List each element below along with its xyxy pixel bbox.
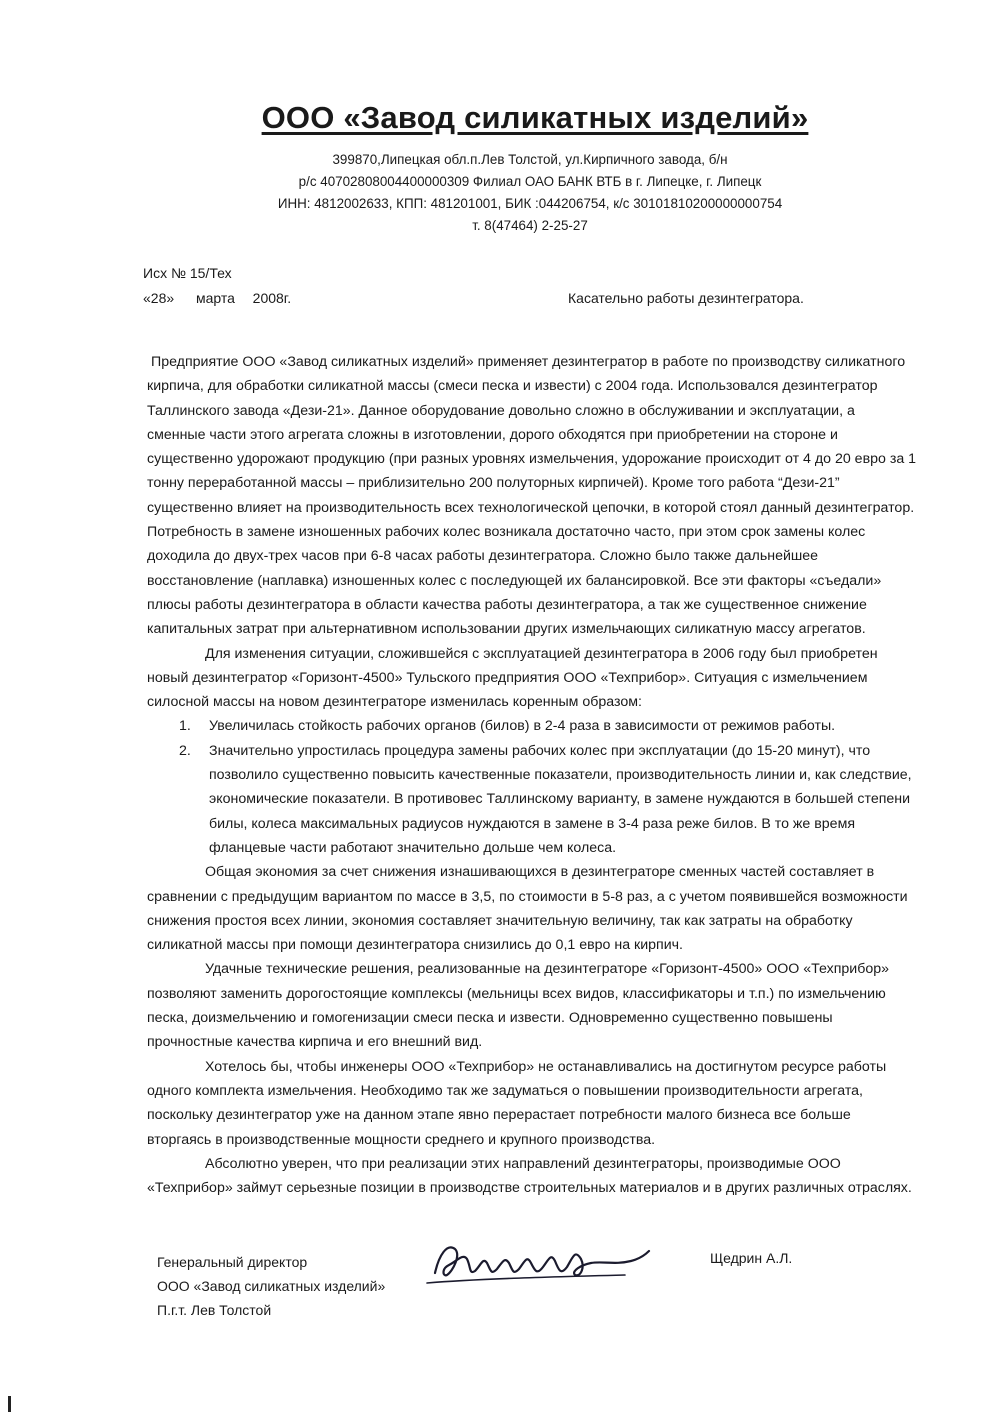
paragraph-2: Для изменения ситуации, сложившейся с эксплуатацией дезинтегратора в 2006 году был приобретен новый дезинтегратор «Горизонт-4500» Тульского предприятия ООО «Техприбор». Ситуация с измельчением силосной массы на новом дезинтеграторе изменилась коренным образом: <box>147 645 878 711</box>
paragraph-1: Предприятие ООО «Завод силикатных изделий» применяет дезинтегратор в работе по производству силикатного кирпича, для обработки силикатной массы (смеси песка и извести) с 2004 года. Использовался дезинтегратор Таллинского завода «Дези-21». Данное оборудование довольно сложно в обслуживании и эксплуатации, а сменные части этого агрегата сложны в изготовлении, дорого обходятся при приобретении на стороне и существенно удорожают продукцию (при разных уровнях измельчения, удорожание происходит от 4 до 20 евро за 1 тонну переработанной массы – приблизительно 200 полуторных кирпичей). Кроме того работа “Дези-21” существенно влияет на производительность всех технологической цепочки, в которой стоял данный дезинтегратор. Потребность в замене изношенных рабочих колес возникала достаточно часто, при этом срок замены колес доходила до двух-трех часов при 6-8 часах работы дезинтегратора. Сложно было также дальнейшее восстановление (наплавка) изношенных колес с последующей их балансировкой. Все эти факторы «съедали» плюсы работы дезинтегратора в области качества работы дезинтегратора, а так же существенное снижение капитальных затрат при альтернативном использовании других измельчающих силикатную массу агрегатов. <box>147 354 917 638</box>
date-day: «28» <box>143 290 175 306</box>
letter-date <box>143 290 291 306</box>
list-item <box>147 739 917 860</box>
company-phone: т. 8(47464) 2-25-27 <box>472 218 588 233</box>
paragraph-5: Хотелось бы, чтобы инженеры ООО «Техприбор» не останавливались на достигнутом ресурсе работы одного комплекта измельчения. Необходимо так же задуматься о повышении производительности агрегата, поскольку дезинтегратор уже на данном этапе явно перерастает потребности малого бизнеса все больше вторгаясь в производственные мощности среднего и крупного производства. <box>147 1058 887 1148</box>
date-month: марта <box>195 290 235 306</box>
company-bank: р/с 40702808004400000309 Филиал ОАО БАНК ВТБ в г. Липецке, г. Липецк <box>298 174 762 189</box>
improvements-list <box>147 714 917 860</box>
company-title: ООО «Завод силикатных изделий» <box>261 100 809 135</box>
company-address: 399870,Липецкая обл.п.Лев Толстой, ул.Кирпичного завода, б/н <box>332 152 728 167</box>
list-item <box>147 714 917 738</box>
signatory-block <box>157 1250 385 1322</box>
signatory-org: ООО «Завод силикатных изделий» <box>157 1278 386 1294</box>
letter-body <box>147 350 917 1200</box>
list-item-number: 2. <box>179 742 191 759</box>
scan-edge-mark <box>8 1396 11 1412</box>
paragraph-6: Абсолютно уверен, что при реализации этих направлений дезинтеграторы, производимые ООО «Техприбор» займут серьезные позиции в производстве строительных материалов и в других различных отраслях. <box>147 1155 912 1197</box>
date-year: 2008г. <box>252 290 292 306</box>
list-item-text: Значительно упростилась процедура замены рабочих колес при эксплуатации (до 15-20 минут), что позволило существенно повысить качественные показатели, производительность линии и, как следствие, экономические показатели. В противовес Таллинскому варианту, в замене нуждаются в большей степени билы, колеса максимальных радиусов нуждаются в замене в 3-4 раза реже билов. В то же время фланцевые части работают значительно дольше чем колеса. <box>209 742 912 856</box>
paragraph-4: Удачные технические решения, реализованные на дезинтеграторе «Горизонт-4500» ООО «Техприбор» позволяют заменить дорогостоящие комплексы (мельницы всех видов, классификаторы и т.п.) по измельчению песка, доизмельчению и гомогенизации смеси песка и извести. Одновременно существенно повышены прочностные качества кирпича и его внешний вид. <box>147 961 889 1051</box>
list-item-number: 1. <box>179 718 191 735</box>
company-requisites: ИНН: 4812002633, КПП: 481201001, БИК :044206754, к/с 30101810200000000754 <box>277 196 783 211</box>
letter-subject: Касательно работы дезинтегратора. <box>568 290 804 306</box>
list-item-text: Увеличилась стойкость рабочих органов (билов) в 2-4 раза в зависимости от режимов работы. <box>209 718 836 735</box>
handwritten-signature <box>425 1225 655 1295</box>
signatory-position: Генеральный директор <box>157 1254 308 1270</box>
signatory-place: П.г.т. Лев Толстой <box>157 1302 272 1318</box>
signatory-name: Щедрин А.Л. <box>710 1250 793 1266</box>
paragraph-3: Общая экономия за счет снижения изнашивающихся в дезинтеграторе сменных частей составляет в сравнении с предыдущим вариантом по массе в 3,5, по стоимости в 5-8 раз, а с учетом появившейся возможности снижения простоя всех линии, экономия составляет значительную величину, так как затраты на обработку силикатной массы при помощи дезинтегратора снизились до 0,1 евро на кирпич. <box>147 864 908 954</box>
outgoing-number: Исх № 15/Тех <box>143 265 232 281</box>
